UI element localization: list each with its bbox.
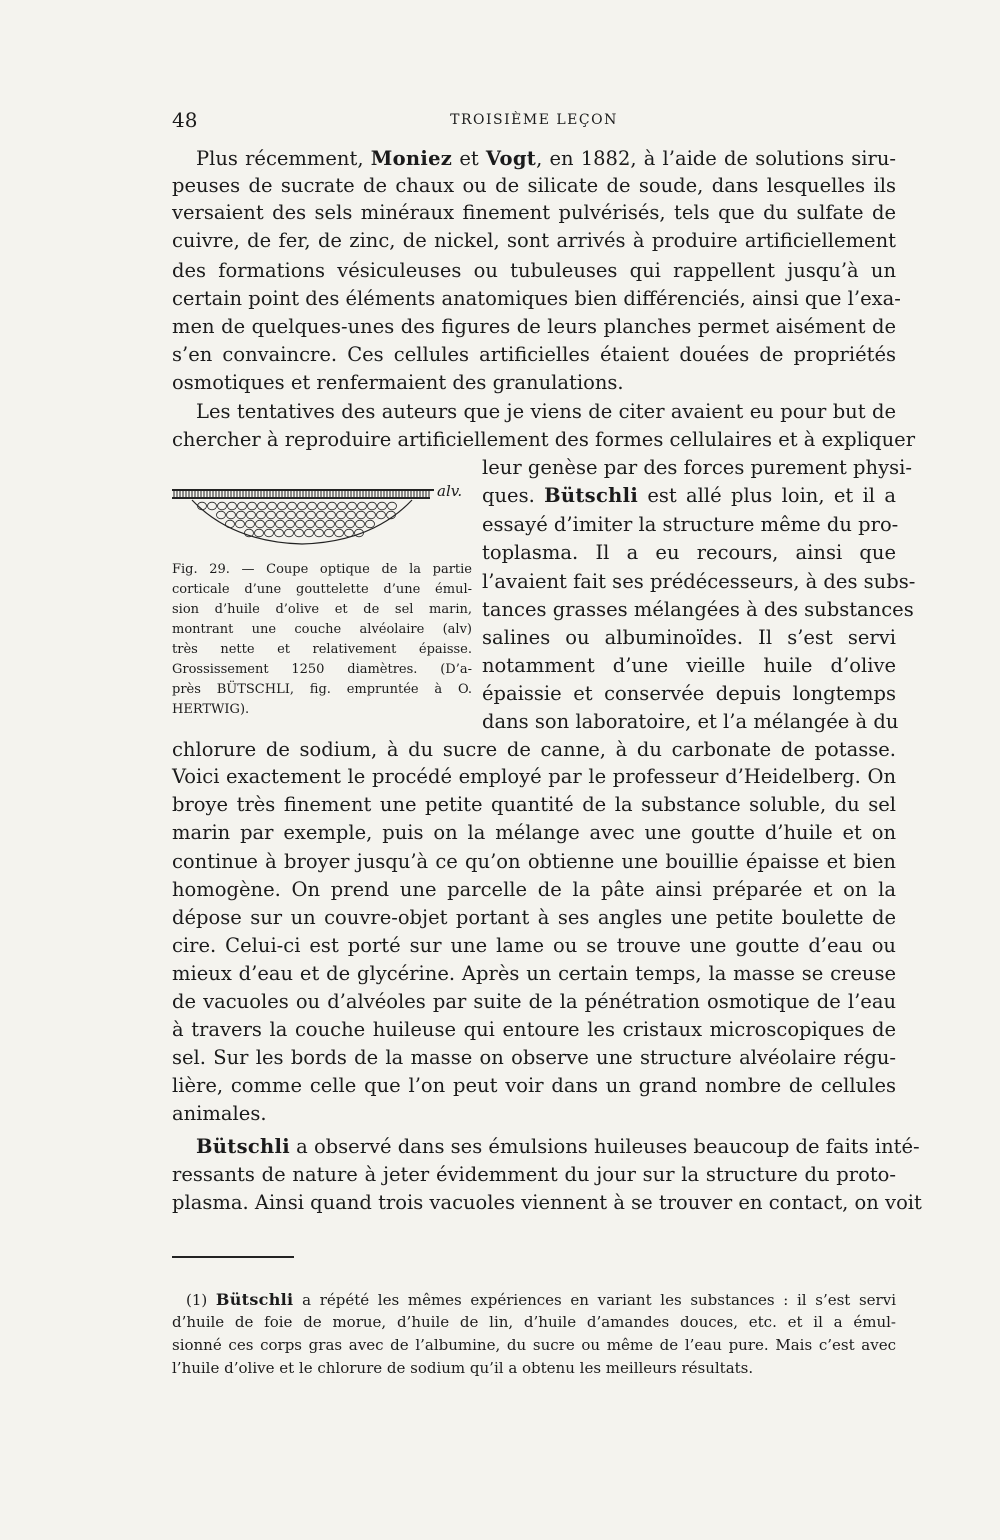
author-name: Bütschli	[544, 484, 639, 507]
paragraph-2-narrow-line: tances grasses mélangées à des substances	[482, 598, 914, 621]
paragraph-2-line: mieux d’eau et de glycérine. Après un certain temps, la masse se creuse	[172, 962, 896, 985]
figure-caption-line: Fig. 29. — Coupe optique de la partie	[172, 562, 472, 577]
text-run: Plus récemment,	[196, 147, 371, 170]
paragraph-1-line: cuivre, de fer, de zinc, de nickel, sont arrivés à produire artificiellement	[172, 229, 896, 252]
paragraph-2-line: à travers la couche huileuse qui entoure les cristaux microscopiques de	[172, 1018, 896, 1041]
figure-caption-line: très nette et relativement épaisse.	[172, 642, 472, 657]
paragraph-1-line: s’en convaincre. Ces cellules artificielles étaient douées de propriétés	[172, 343, 896, 366]
footnote-line: sionné ces corps gras avec de l’albumine, du sucre ou même de l’eau pure. Mais c’est avec	[172, 1336, 896, 1354]
running-title: TROISIÈME LEÇON	[450, 112, 618, 128]
paragraph-2-line: cire. Celui-ci est porté sur une lame ou se trouve une goutte d’eau ou	[172, 934, 896, 957]
text-run: a observé dans ses émulsions huileuses beaucoup de faits inté-	[289, 1135, 920, 1158]
paragraph-1-line: osmotiques et renfermaient des granulations.	[172, 371, 624, 394]
author-name: Bütschli	[215, 1290, 294, 1309]
figure-label-alv: alv.	[437, 482, 463, 500]
paragraph-3-line: ressants de nature à jeter évidemment du jour sur la structure du proto-	[172, 1163, 896, 1186]
paragraph-1-line: peuses de sucrate de chaux ou de silicate de soude, dans lesquelles ils	[172, 174, 896, 197]
figure-caption-line: HERTWIG).	[172, 702, 250, 717]
paragraph-2-line: animales.	[172, 1102, 267, 1125]
text-run: est allé plus loin, et il a	[638, 484, 896, 507]
text-run: a répété les mêmes expériences en variant les substances : il s’est servi	[293, 1291, 896, 1309]
paragraph-2-line: lière, comme celle que l’on peut voir dans un grand nombre de cellules	[172, 1074, 896, 1097]
paragraph-1-line: versaient des sels minéraux finement pulvérisés, tels que du sulfate de	[172, 201, 896, 224]
paragraph-2-line: marin par exemple, puis on la mélange avec une goutte d’huile et on	[172, 821, 896, 844]
footnote-line	[186, 1288, 896, 1312]
paragraph-2-line: continue à broyer jusqu’à ce qu’on obtienne une bouillie épaisse et bien	[172, 850, 896, 873]
paragraph-2-line: dépose sur un couvre-objet portant à ses angles une petite boulette de	[172, 906, 896, 929]
paragraph-2-narrow-line: notamment d’une vieille huile d’olive	[482, 654, 896, 677]
figure-emulsion-illustration	[172, 482, 472, 562]
figure-caption-line: Grossissement 1250 diamètres. (D’a-	[172, 662, 472, 677]
paragraph-2-narrow-line: leur genèse par des forces purement physi-	[482, 456, 912, 479]
author-name: Vogt	[485, 147, 537, 170]
page-header	[172, 108, 896, 138]
paragraph-2-narrow-line: épaissie et conservée depuis longtemps	[482, 682, 896, 705]
text-run: ques.	[482, 484, 545, 507]
paragraph-2-narrow-line: toplasma. Il a eu recours, ainsi que	[482, 541, 896, 564]
figure-caption-line: près BÜTSCHLI, fig. empruntée à O.	[172, 682, 472, 697]
paragraph-2-narrow-line: essayé d’imiter la structure même du pro-	[482, 513, 899, 536]
footnote-line: d’huile de foie de morue, d’huile de lin, d’huile d’amandes douces, etc. et il a émul-	[172, 1313, 896, 1331]
figure-caption-line: corticale d’une gouttelette d’une émul-	[172, 582, 472, 597]
paragraph-2-narrow-line: salines ou albuminoïdes. Il s’est servi	[482, 626, 896, 649]
paragraph-1-line: des formations vésiculeuses ou tubuleuses qui rappellent jusqu’à un	[172, 259, 896, 282]
paragraph-2-line: broye très finement une petite quantité de la substance soluble, du sel	[172, 793, 896, 816]
paragraph-3-line: plasma. Ainsi quand trois vacuoles viennent à se trouver en contact, on voit	[172, 1191, 922, 1214]
paragraph-3-line	[196, 1133, 920, 1160]
paragraph-1-line: certain point des éléments anatomiques bien différenciés, ainsi que l’exa-	[172, 287, 901, 310]
paragraph-2-line: chlorure de sodium, à du sucre de canne, à du carbonate de potasse.	[172, 738, 896, 761]
figure-caption-line: sion d’huile d’olive et de sel marin,	[172, 602, 472, 617]
text-run: (1)	[186, 1291, 216, 1309]
page-number: 48	[172, 108, 198, 132]
paragraph-2-line: de vacuoles ou d’alvéoles par suite de la pénétration osmotique de l’eau	[172, 990, 896, 1013]
paragraph-2-narrow-line: dans son laboratoire, et l’a mélangée à du	[482, 710, 899, 733]
paragraph-2-line: Voici exactement le procédé employé par le professeur d’Heidelberg. On	[172, 765, 896, 788]
paragraph-2-line: homogène. On prend une parcelle de la pâte ainsi préparée et on la	[172, 878, 896, 901]
footnote-line: l’huile d’olive et le chlorure de sodium qu’il a obtenu les meilleurs résultats.	[172, 1359, 754, 1377]
paragraph-2-line: Les tentatives des auteurs que je viens de citer avaient eu pour but de	[196, 400, 896, 423]
paragraph-2-line: chercher à reproduire artificiellement des formes cellulaires et à expliquer	[172, 428, 916, 451]
author-name: Moniez	[370, 147, 453, 170]
footnote-rule	[172, 1256, 294, 1258]
paragraph-2-narrow-line	[482, 482, 896, 509]
paragraph-2-narrow-line: l’avaient fait ses prédécesseurs, à des subs-	[482, 570, 916, 593]
paragraph-2-line: sel. Sur les bords de la masse on observe une structure alvéolaire régu-	[172, 1046, 896, 1069]
paragraph-1-line	[196, 145, 896, 172]
text-run: et	[452, 147, 486, 170]
figure-caption-line: montrant une couche alvéolaire (alv)	[172, 622, 472, 637]
paragraph-1-line: men de quelques-unes des figures de leurs planches permet aisément de	[172, 315, 896, 338]
author-name: Bütschli	[196, 1135, 290, 1158]
text-run: , en 1882, à l’aide de solutions siru-	[536, 147, 896, 170]
